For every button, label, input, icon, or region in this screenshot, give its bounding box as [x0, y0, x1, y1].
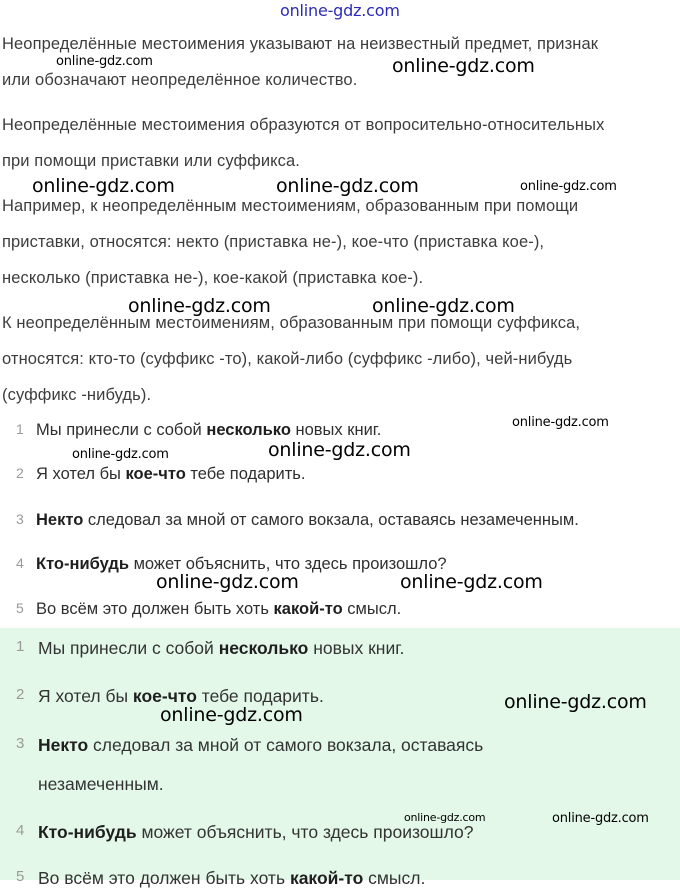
- watermark: online-gdz.com: [392, 55, 535, 77]
- highlighted-pronoun: несколько: [206, 421, 291, 439]
- answer-block: 1 Мы принесли с собой несколько новых книг. 2 Я хотел бы кое-что тебе подарить. 3 Некто следовал за мной от самого вокзала, оставаясь незамеченным. 4 Кто-нибудь может объяснить, что здесь произошло? 5 Во всём это должен быть хоть какой-то смысл.: [0, 628, 680, 880]
- watermark: online-gdz.com: [520, 179, 617, 194]
- watermark: online-gdz.com: [512, 415, 609, 430]
- item-number: 4: [16, 555, 24, 571]
- highlighted-pronoun: кое-что: [125, 465, 186, 483]
- theory-paragraph-3: Например, к неопределённым местоимениям, образованным при помощи приставки, относятся: некто (приставка не-), кое-что (приставка кое-), несколько (приставка не-), кое-какой (приставка кое-).: [2, 197, 579, 287]
- watermark: online-gdz.com: [404, 811, 486, 824]
- item-number: 3: [16, 735, 25, 752]
- highlighted-pronoun: Кто-нибудь: [36, 555, 129, 573]
- watermark-top: online-gdz.com: [280, 1, 400, 20]
- watermark: online-gdz.com: [276, 175, 419, 197]
- highlighted-pronoun: кое-что: [132, 686, 197, 706]
- document-page: Неопределённые местоимения указывают на неизвестный предмет, признак или обозначают неопределённое количество. Неопределённые местоимения образуются от вопросительно-относительных при помощи приставки или суффикса. Например, к неопределённым местоимениям, образованным при помощи приставки, относятся: некто (приставка не-), кое-что (приставка кое-), несколько (приставка не-), кое-какой (приставка кое-). К неопределённым местоимениям, образованным при помощи суффикса, относятся: кто-то (суффикс -то), какой-либо (суффикс -либо), чей-нибудь (суффикс -нибудь). 1 Мы принесли с собой несколько новых книг. 2 Я хотел бы кое-что тебе подарить. 3 Некто следовал за мной от самого вокзала, оставаясь незамеченным. 4 Кто-нибудь может объяснить, что здесь произошло? 5 Во всём это должен быть хоть какой-то смысл. 1 Мы принесли с собой несколько новых книг. 2 Я хотел бы кое-что тебе подарить. 3 Некто следовал за мной от самого вокзала, оставаясь незамеченным. 4 Кто-нибудь может объяснить, что здесь произошло? 5 Во всём это должен быть хоть какой-то смысл. online-gdz.com online-gdz.com online-gdz.com online-gdz.com online-gdz.com online-gdz.com online-gdz.com online-gdz.com online-gdz.com online-gdz.com online-gdz.com online-gdz.com online-gdz.com online-gdz.com online-gdz.com online-gdz.com online-gdz.com: [0, 0, 680, 880]
- watermark: online-gdz.com: [552, 811, 649, 826]
- watermark: online-gdz.com: [372, 295, 515, 317]
- highlighted-pronoun: какой-то: [273, 600, 343, 618]
- watermark: online-gdz.com: [128, 295, 271, 317]
- watermark: online-gdz.com: [72, 447, 169, 462]
- theory-paragraph-2: Неопределённые местоимения образуются от вопросительно-относительных при помощи приставки или суффикса.: [2, 116, 605, 170]
- item-number: 1: [16, 421, 24, 437]
- watermark: online-gdz.com: [156, 571, 299, 593]
- theory-paragraph-4: К неопределённым местоимениям, образованным при помощи суффикса, относятся: кто-то (суффикс -то), какой-либо (суффикс -либо), чей-нибудь (суффикс -нибудь).: [2, 314, 581, 404]
- item-number: 2: [16, 465, 24, 481]
- item-number: 3: [16, 511, 24, 527]
- highlighted-pronoun: Кто-нибудь: [38, 822, 137, 842]
- theory-paragraph-1: Неопределённые местоимения указывают на неизвестный предмет, признак или обозначают неопределённое количество.: [2, 35, 599, 89]
- highlighted-pronoun: Некто: [36, 511, 84, 529]
- item-number: 5: [16, 868, 25, 885]
- highlighted-pronoun: Некто: [38, 735, 89, 755]
- item-number: 1: [16, 638, 25, 655]
- watermark: online-gdz.com: [56, 54, 153, 69]
- highlighted-pronoun: какой-то: [289, 868, 364, 888]
- watermark: online-gdz.com: [160, 704, 303, 726]
- watermark: online-gdz.com: [268, 439, 411, 461]
- item-number: 2: [16, 686, 25, 703]
- item-number: 5: [16, 600, 24, 616]
- watermark: online-gdz.com: [504, 691, 647, 713]
- watermark: online-gdz.com: [32, 175, 175, 197]
- item-number: 4: [16, 822, 25, 839]
- watermark: online-gdz.com: [400, 571, 543, 593]
- highlighted-pronoun: несколько: [218, 638, 309, 658]
